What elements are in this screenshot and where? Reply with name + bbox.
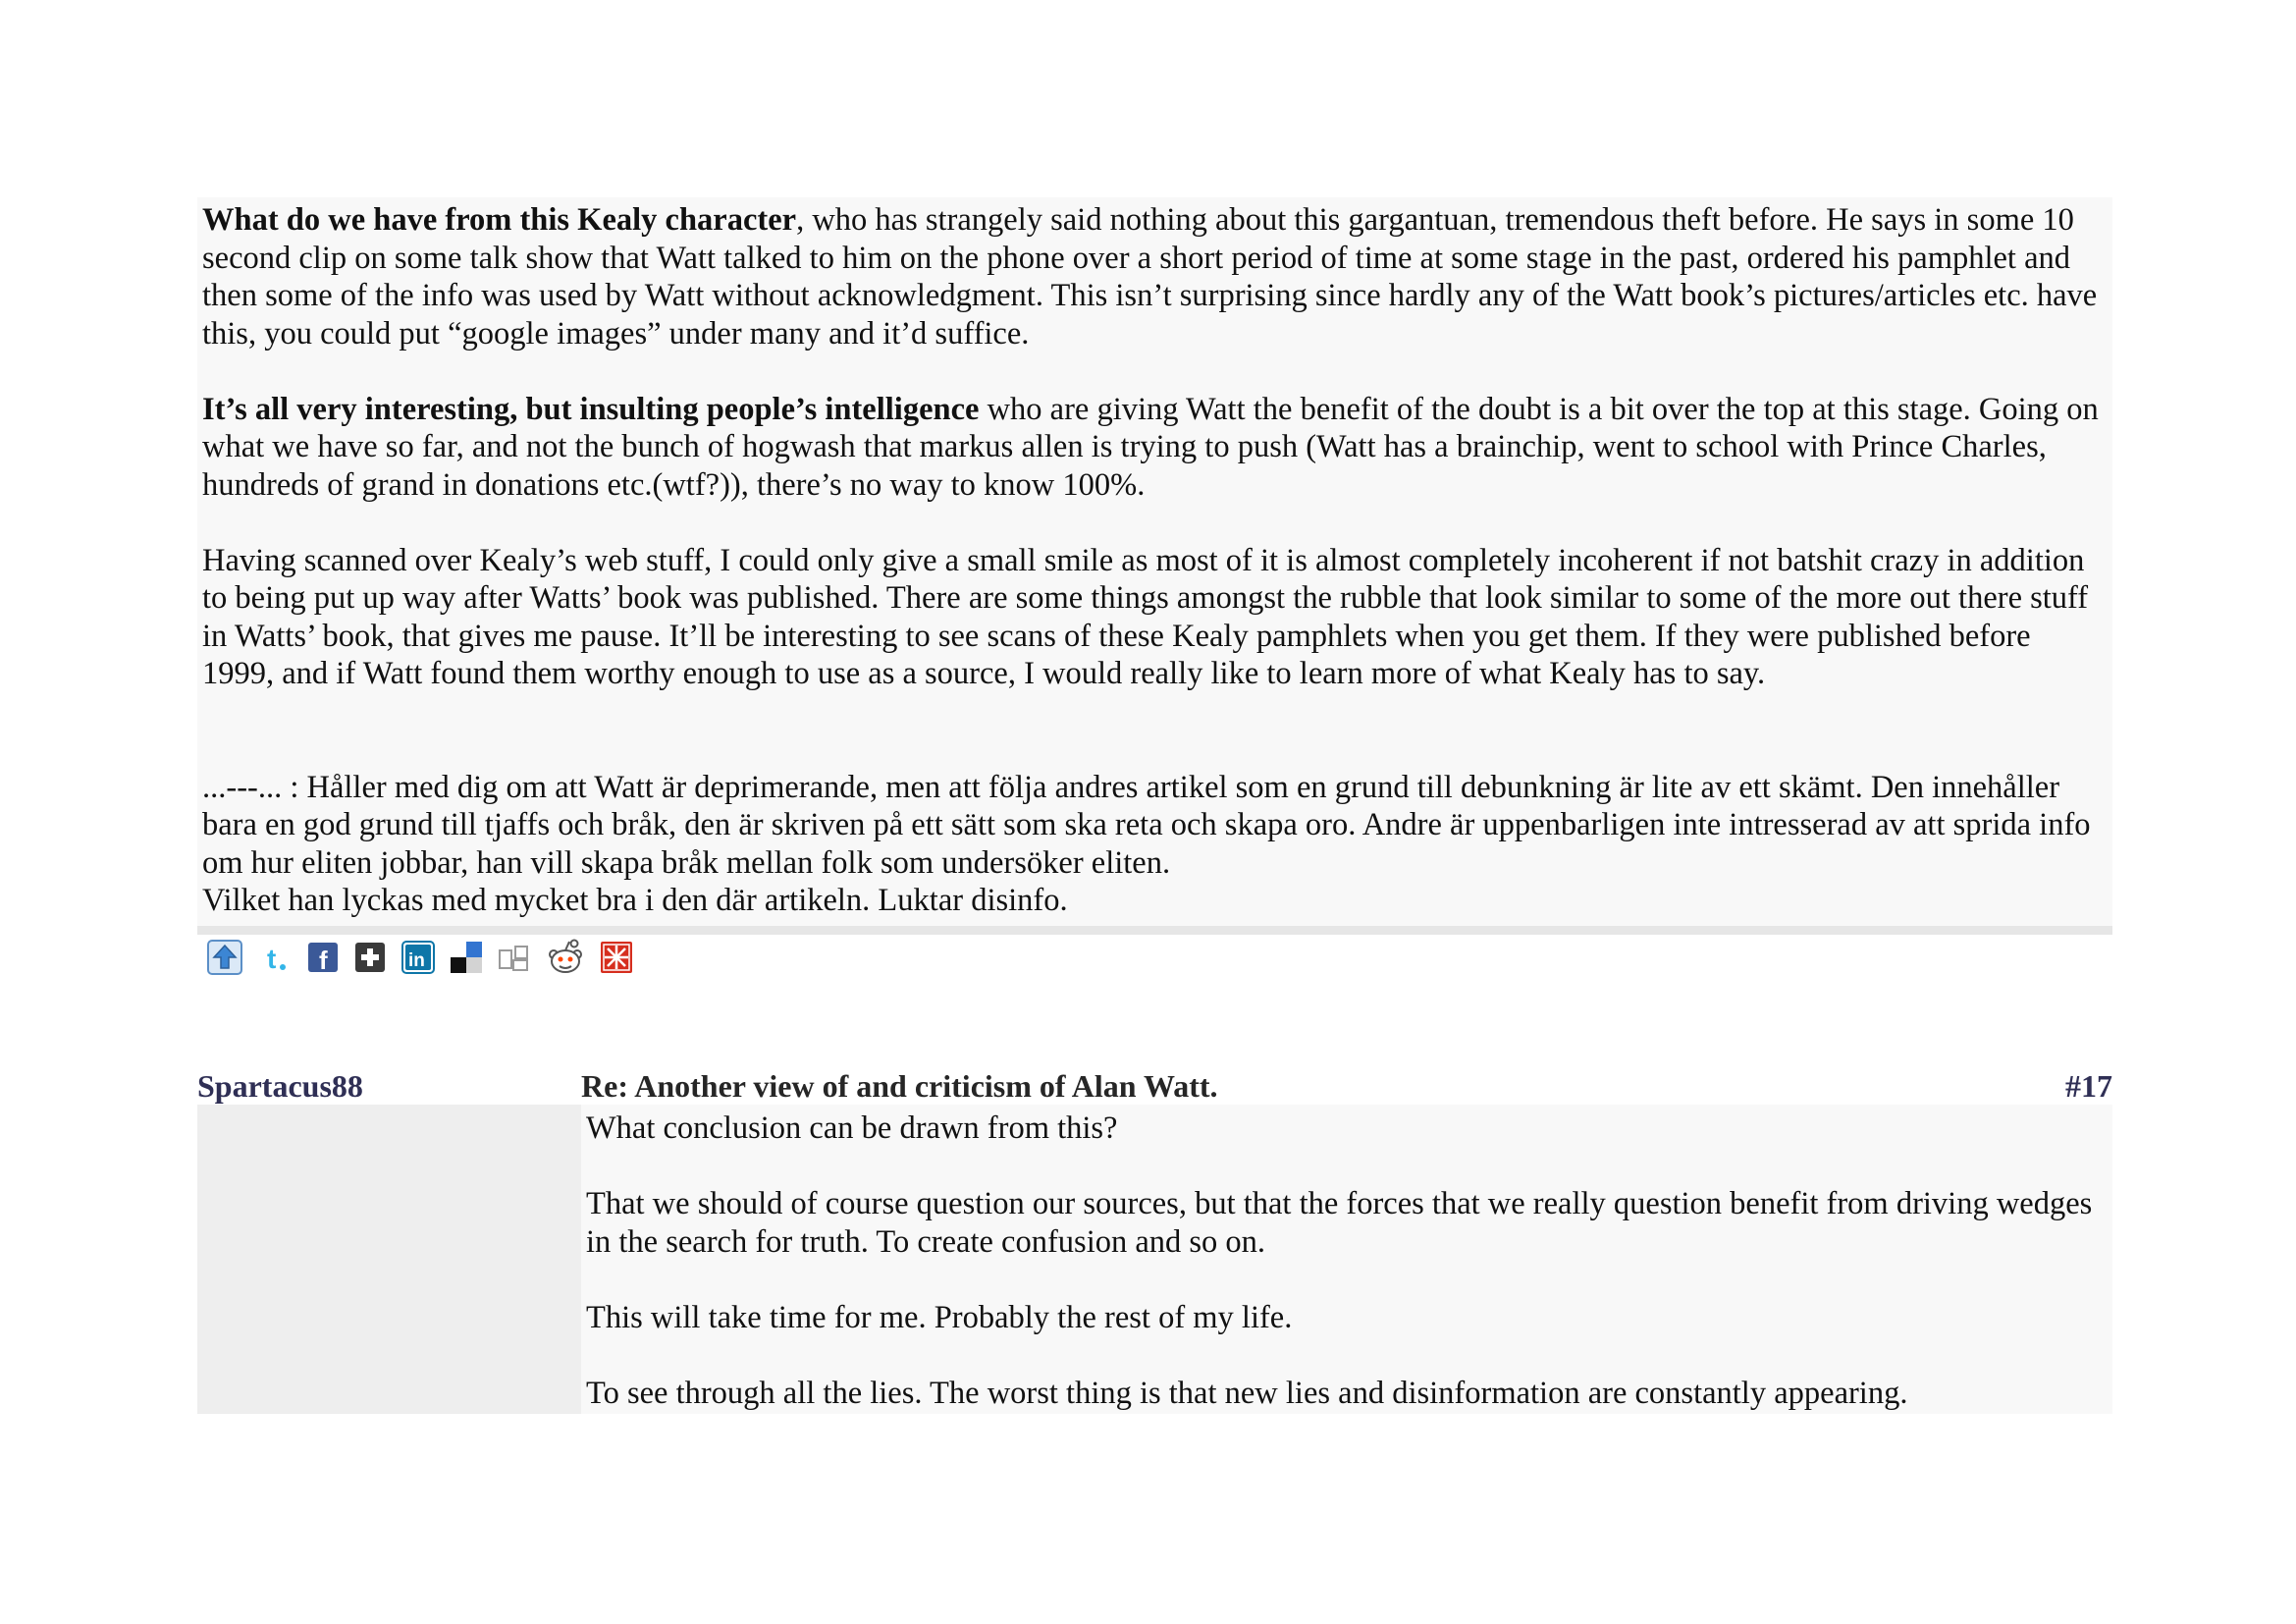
post-17-content <box>581 1105 2112 1414</box>
stumbleupon-icon[interactable] <box>600 941 633 974</box>
google-plus-icon[interactable] <box>354 942 386 973</box>
linkedin-icon[interactable] <box>401 941 435 974</box>
digg-icon[interactable] <box>498 941 531 974</box>
post-16-paragraph-1-text: , who has strangely said nothing about this gargantuan, tremendous theft before. He says in some 10 second clip on some talk show that Watt talked to him on the phone over a short period of time at some stage in the past, ordered his pamphlet and then some of the info was used by Watt without acknowledgment. This isn’t surprising since hardly any of the Watt book’s pictures/articles etc. have this, you could put “google images” under many and it’d suffice. <box>202 202 2098 352</box>
post-17-paragraph: To see through all the lies. The worst thing is that new lies and disinformation are constantly appearing. <box>586 1375 1908 1411</box>
delicious-icon[interactable] <box>451 942 482 973</box>
svg-text:f: f <box>319 946 328 973</box>
share-bar <box>207 938 649 977</box>
post-16-content <box>197 197 2112 926</box>
post-17-header <box>197 1068 2112 1104</box>
facebook-icon[interactable] <box>307 942 339 973</box>
post-16-body <box>202 201 2107 920</box>
reddit-icon[interactable] <box>547 939 584 976</box>
post-16-paragraph-4-line-2: Vilket han lyckas med mycket bra i den där artikeln. Luktar disinfo. <box>202 883 1068 918</box>
post-16-paragraph-1-bold: What do we have from this Kealy character <box>202 202 797 238</box>
post-17-paragraph: This will take time for me. Probably the rest of my life. <box>586 1299 1293 1335</box>
post-16-paragraph-2-bold: It’s all very interesting, but insulting people’s intelligence <box>202 391 980 427</box>
post-16-paragraph-2 <box>202 391 2107 505</box>
post-title: Re: Another view of and criticism of Alan Watt. <box>581 1068 1218 1104</box>
author-info-panel <box>197 1105 581 1414</box>
back-to-top-icon[interactable] <box>207 940 242 975</box>
post-16-paragraph-4 <box>202 769 2107 920</box>
twitter-icon[interactable] <box>258 941 292 974</box>
post-16-paragraph-2-text: who are giving Watt the benefit of the doubt is a bit over the top at this stage. Going on what we have so far, and not the bunch of hogwash that markus allen is trying to push (Watt has a brainchip, went to school with Prince Charles, hundreds of grand in donations etc.(wtf?)), there’s no way to know 100%. <box>202 391 2099 503</box>
post-16-paragraph-3: Having scanned over Kealy’s web stuff, I could only give a small smile as most of it is almost completely incoherent if not batshit crazy in addition to being put up way after Watts’ book was published. There are some things amongst the rubble that look similar to some of the more out there stuff in Watts’ book, that gives me pause. It’ll be interesting to see scans of these Kealy pamphlets when you get them. If they were published before 1999, and if Watt found them worthy enough to use as a source, I would really like to learn more of what Kealy has to say. <box>202 542 2089 691</box>
post-number-link[interactable]: #17 <box>2065 1068 2112 1104</box>
post-16-paragraph-4-line-1: ...---... : Håller med dig om att Watt är deprimerande, men att följa andres artikel som en grund till debunkning är lite av ett skämt. Den innehåller bara en god grund till tjaffs och bråk, den är skriven på ett sätt som ska reta och skapa oro. Andre är uppenbarligen inte intresserad av att sprida info om hur eliten jobbar, han vill skapa bråk mellan folk som undersöker eliten. <box>202 769 2091 881</box>
post-17-body <box>586 1110 2108 1412</box>
svg-text:in: in <box>408 950 425 971</box>
post-17-paragraph: That we should of course question our sources, but that the forces that we really question benefit from driving wedges in the search for truth. To create confusion and so on. <box>586 1186 2093 1260</box>
post-author-link[interactable]: Spartacus88 <box>197 1068 363 1104</box>
post-17-paragraph: What conclusion can be drawn from this? <box>586 1110 1118 1146</box>
post-16-bottom-rule <box>197 926 2112 935</box>
svg-text:t: t <box>267 944 277 974</box>
post-16-paragraph-1 <box>202 201 2107 352</box>
